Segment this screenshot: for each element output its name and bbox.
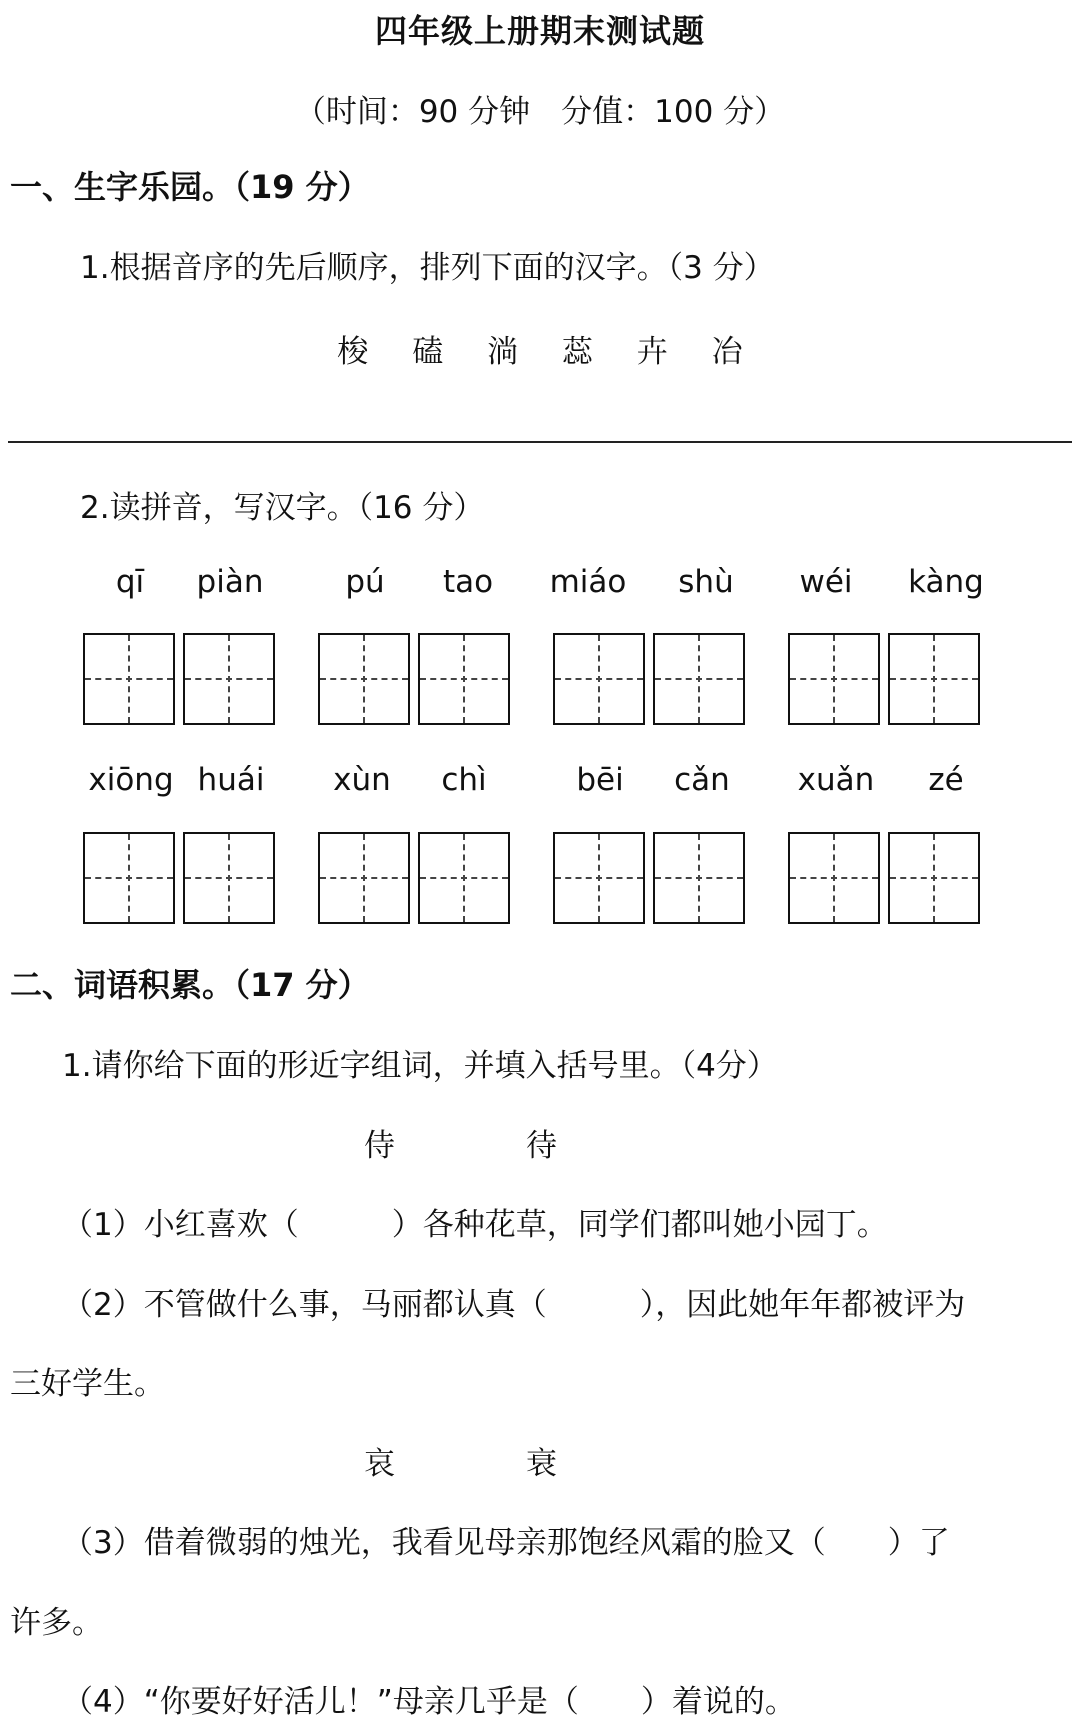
similar-char: 衰 — [526, 1446, 557, 1482]
question-1-2-prompt: 2.读拼音，写汉字。（16 分） — [80, 490, 485, 526]
pinyin-label: xuǎn — [797, 762, 875, 798]
character-box[interactable] — [83, 633, 175, 725]
sentence-3: （3）借着微弱的烛光，我看见母亲那饱经风霜的脸又（ ）了 — [62, 1525, 950, 1561]
pinyin-label: wéi — [799, 564, 853, 600]
pinyin-label: xiōng — [88, 762, 174, 798]
sentence-2: （2）不管做什么事，马丽都认真（ ），因此她年年都被评为 — [62, 1287, 966, 1323]
pinyin-label: piàn — [196, 564, 264, 600]
pinyin-label: cǎn — [674, 762, 730, 798]
question-2-1-prompt: 1.请你给下面的形近字组词，并填入括号里。（4分） — [62, 1048, 778, 1084]
similar-char: 待 — [526, 1128, 557, 1164]
sentence-3-cont: 许多。 — [10, 1605, 103, 1641]
page-title: 四年级上册期末测试题 — [374, 12, 705, 50]
pinyin-label: xùn — [333, 762, 391, 798]
sentence-1: （1）小红喜欢（ ）各种花草，同学们都叫她小园丁。 — [62, 1207, 888, 1243]
similar-char: 哀 — [364, 1446, 395, 1482]
similar-char: 侍 — [364, 1128, 395, 1164]
character-box[interactable] — [318, 633, 410, 725]
character-box[interactable] — [553, 832, 645, 924]
char-item: 蕊 — [561, 334, 593, 370]
character-box[interactable] — [553, 633, 645, 725]
character-box[interactable] — [418, 832, 510, 924]
sort-characters — [0, 326, 1080, 371]
character-box[interactable] — [653, 832, 745, 924]
char-item: 卉 — [636, 334, 668, 370]
character-box[interactable] — [83, 832, 175, 924]
character-box[interactable] — [318, 832, 410, 924]
section-1-heading: 一、生字乐园。（19 分） — [10, 168, 370, 206]
pinyin-label: zé — [928, 762, 964, 798]
character-box[interactable] — [418, 633, 510, 725]
question-1-1-prompt: 1.根据音序的先后顺序，排列下面的汉字。（3 分） — [80, 250, 775, 286]
pinyin-label: tao — [442, 564, 494, 600]
pinyin-label: pú — [345, 564, 385, 600]
char-item: 淌 — [487, 334, 519, 370]
pinyin-label: miáo — [549, 564, 627, 600]
character-box[interactable] — [183, 832, 275, 924]
pinyin-label: qī — [115, 564, 145, 600]
section-2-heading: 二、词语积累。（17 分） — [10, 966, 370, 1004]
sentence-4: （4）“你要好好活儿！”母亲几乎是（ ）着说的。 — [62, 1684, 796, 1720]
character-box[interactable] — [653, 633, 745, 725]
char-item: 梭 — [337, 334, 369, 370]
pinyin-label: shù — [678, 564, 734, 600]
sentence-2-cont: 三好学生。 — [10, 1366, 165, 1402]
pinyin-label: bēi — [576, 762, 624, 798]
pinyin-label: chì — [441, 762, 487, 798]
char-item: 磕 — [412, 334, 444, 370]
pinyin-label: kàng — [908, 564, 984, 600]
character-box[interactable] — [888, 832, 980, 924]
pinyin-label: huái — [197, 762, 265, 798]
answer-line[interactable] — [8, 441, 1072, 443]
char-item: 冶 — [711, 334, 743, 370]
character-box[interactable] — [888, 633, 980, 725]
exam-info: （时间：90 分钟 分值：100 分） — [294, 94, 786, 130]
character-box[interactable] — [788, 832, 880, 924]
character-box[interactable] — [788, 633, 880, 725]
character-box[interactable] — [183, 633, 275, 725]
